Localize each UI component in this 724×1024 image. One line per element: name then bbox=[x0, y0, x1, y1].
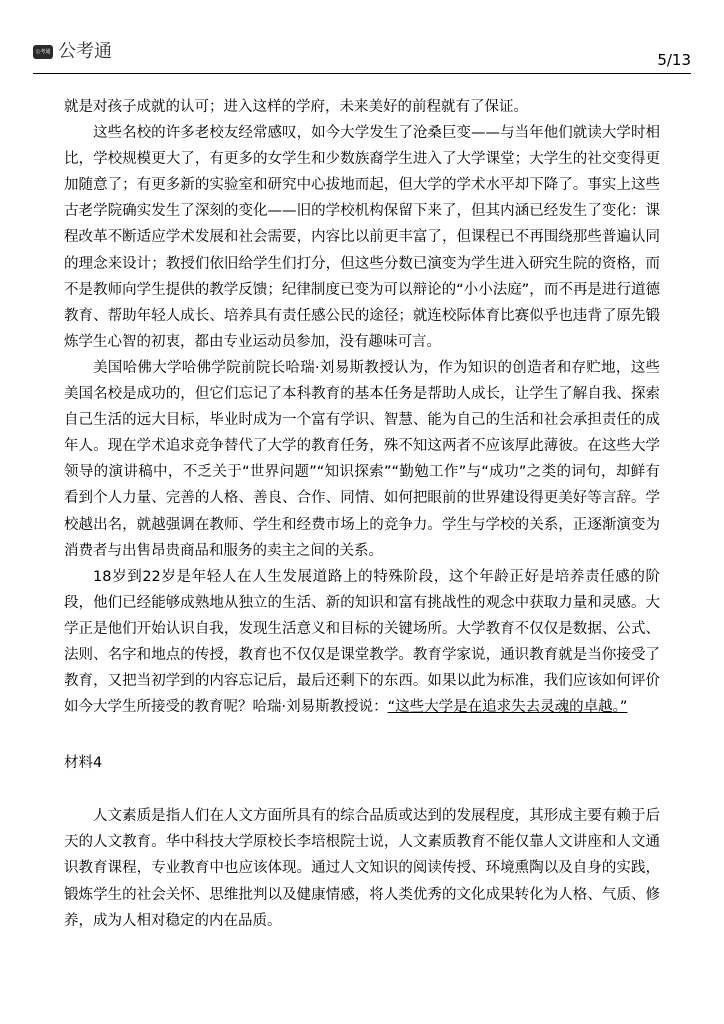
logo-text: 公考通 bbox=[58, 41, 112, 62]
paragraph-alumni: 这些名校的许多老校友经常感叹，如今大学发生了沧桑巨变——与当年他们就读大学时相比，学校规模更大了，有更多的女学生和少数族裔学生进入了大学课堂；大学生的社交变得更加随意了；有更多新的实验室和研究中心拔地而起，但大学的学术水平却下降了。事实上这些古老学院确实发生了深刻的变化——旧的学校机构保留下来了，但其内涵已经发生了变化：课程改革不断适应学术发展和社会需要，内容比以前更丰富了，但课程已不再围绕那些普遍认同的理念来设计；教授们依旧给学生们打分，但这些分数已演变为学生进入研究生院的资格，而不是教师向学生提供的教学反馈；纪律制度已变为可以辩论的“小小法庭”，而不再是进行道德教育、帮助年轻人成长、培养具有责任感公民的途径；就连校际体育比赛似乎也违背了原先锻炼学生心智的初衷，都由专业运动员参加，没有趣味可言。 bbox=[64, 125, 660, 350]
logo-icon bbox=[33, 45, 53, 59]
page-header bbox=[33, 40, 691, 76]
logo-icon-label: 公考通 bbox=[35, 49, 51, 55]
quote-underlined: “这些大学是在追求失去灵魂的卓越。” bbox=[387, 699, 628, 716]
paragraph-age-text: 18岁到22岁是年轻人在人生发展道路上的特殊阶段，这个年龄正好是培养责任感的阶段，他们已经能够成熟地从独立的生活、新的知识和富有挑战性的观念中获取力量和灵感。大学正是他们开始认识自我，发现生活意义和目标的关键场所。大学教育不仅仅是数据、公式、法则、名字和地点的传授，教育也不仅仅是课堂教学。教育学家说，通识教育就是当你接受了教育，又把当初学到的内容忘记后，最后还剩下的东西。如果以此为标准，我们应该如何评价如今大学生所接受的教育呢？哈瑞·刘易斯教授说： bbox=[64, 568, 660, 716]
section-heading-material-4: 材料4 bbox=[64, 755, 103, 772]
document-body bbox=[64, 94, 660, 934]
page-number: 5/13 bbox=[657, 51, 691, 69]
paragraph-age bbox=[64, 564, 660, 721]
paragraph-harvard: 美国哈佛大学哈佛学院前院长哈瑞·刘易斯教授认为，作为知识的创造者和存贮地，这些美国名校是成功的，但它们忘记了本科教育的基本任务是帮助人成长，让学生了解自我、探索自己生活的远大目标，毕业时成为一个富有学识、智慧、能为自己的生活和社会承担责任的成年人。现在学术追求竞争替代了大学的教育任务，殊不知这两者不应该厚此薄彼。在这些大学领导的演讲稿中，不乏关于“世界问题”“知识探索”“勤勉工作”与“成功”之类的词句，却鲜有看到个人力量、完善的人格、善良、合作、同情、如何把眼前的世界建设得更美好等言辞。学校越出名，就越强调在教师、学生和经费市场上的竞争力。学生与学校的关系，正逐渐演变为消费者与出售昂贵商品和服务的卖主之间的关系。 bbox=[64, 359, 660, 559]
paragraph-continued: 就是对孩子成就的认可；进入这样的学府，未来美好的前程就有了保证。 bbox=[64, 99, 528, 115]
header-divider bbox=[33, 73, 691, 74]
paragraph-humanities: 人文素质是指人们在人文方面所具有的综合品质或达到的发展程度，其形成主要有赖于后天的人文教育。华中科技大学原校长李培根院士说，人文素质教育不能仅靠人文讲座和人文通识教育课程，专业教育中也应该体现。通过人文知识的阅读传授、环境熏陶以及自身的实践，锻炼学生的社会关怀、思维批判以及健康情感，将人类优秀的文化成果转化为人格、气质、修养，成为人相对稳定的内在品质。 bbox=[64, 808, 660, 929]
